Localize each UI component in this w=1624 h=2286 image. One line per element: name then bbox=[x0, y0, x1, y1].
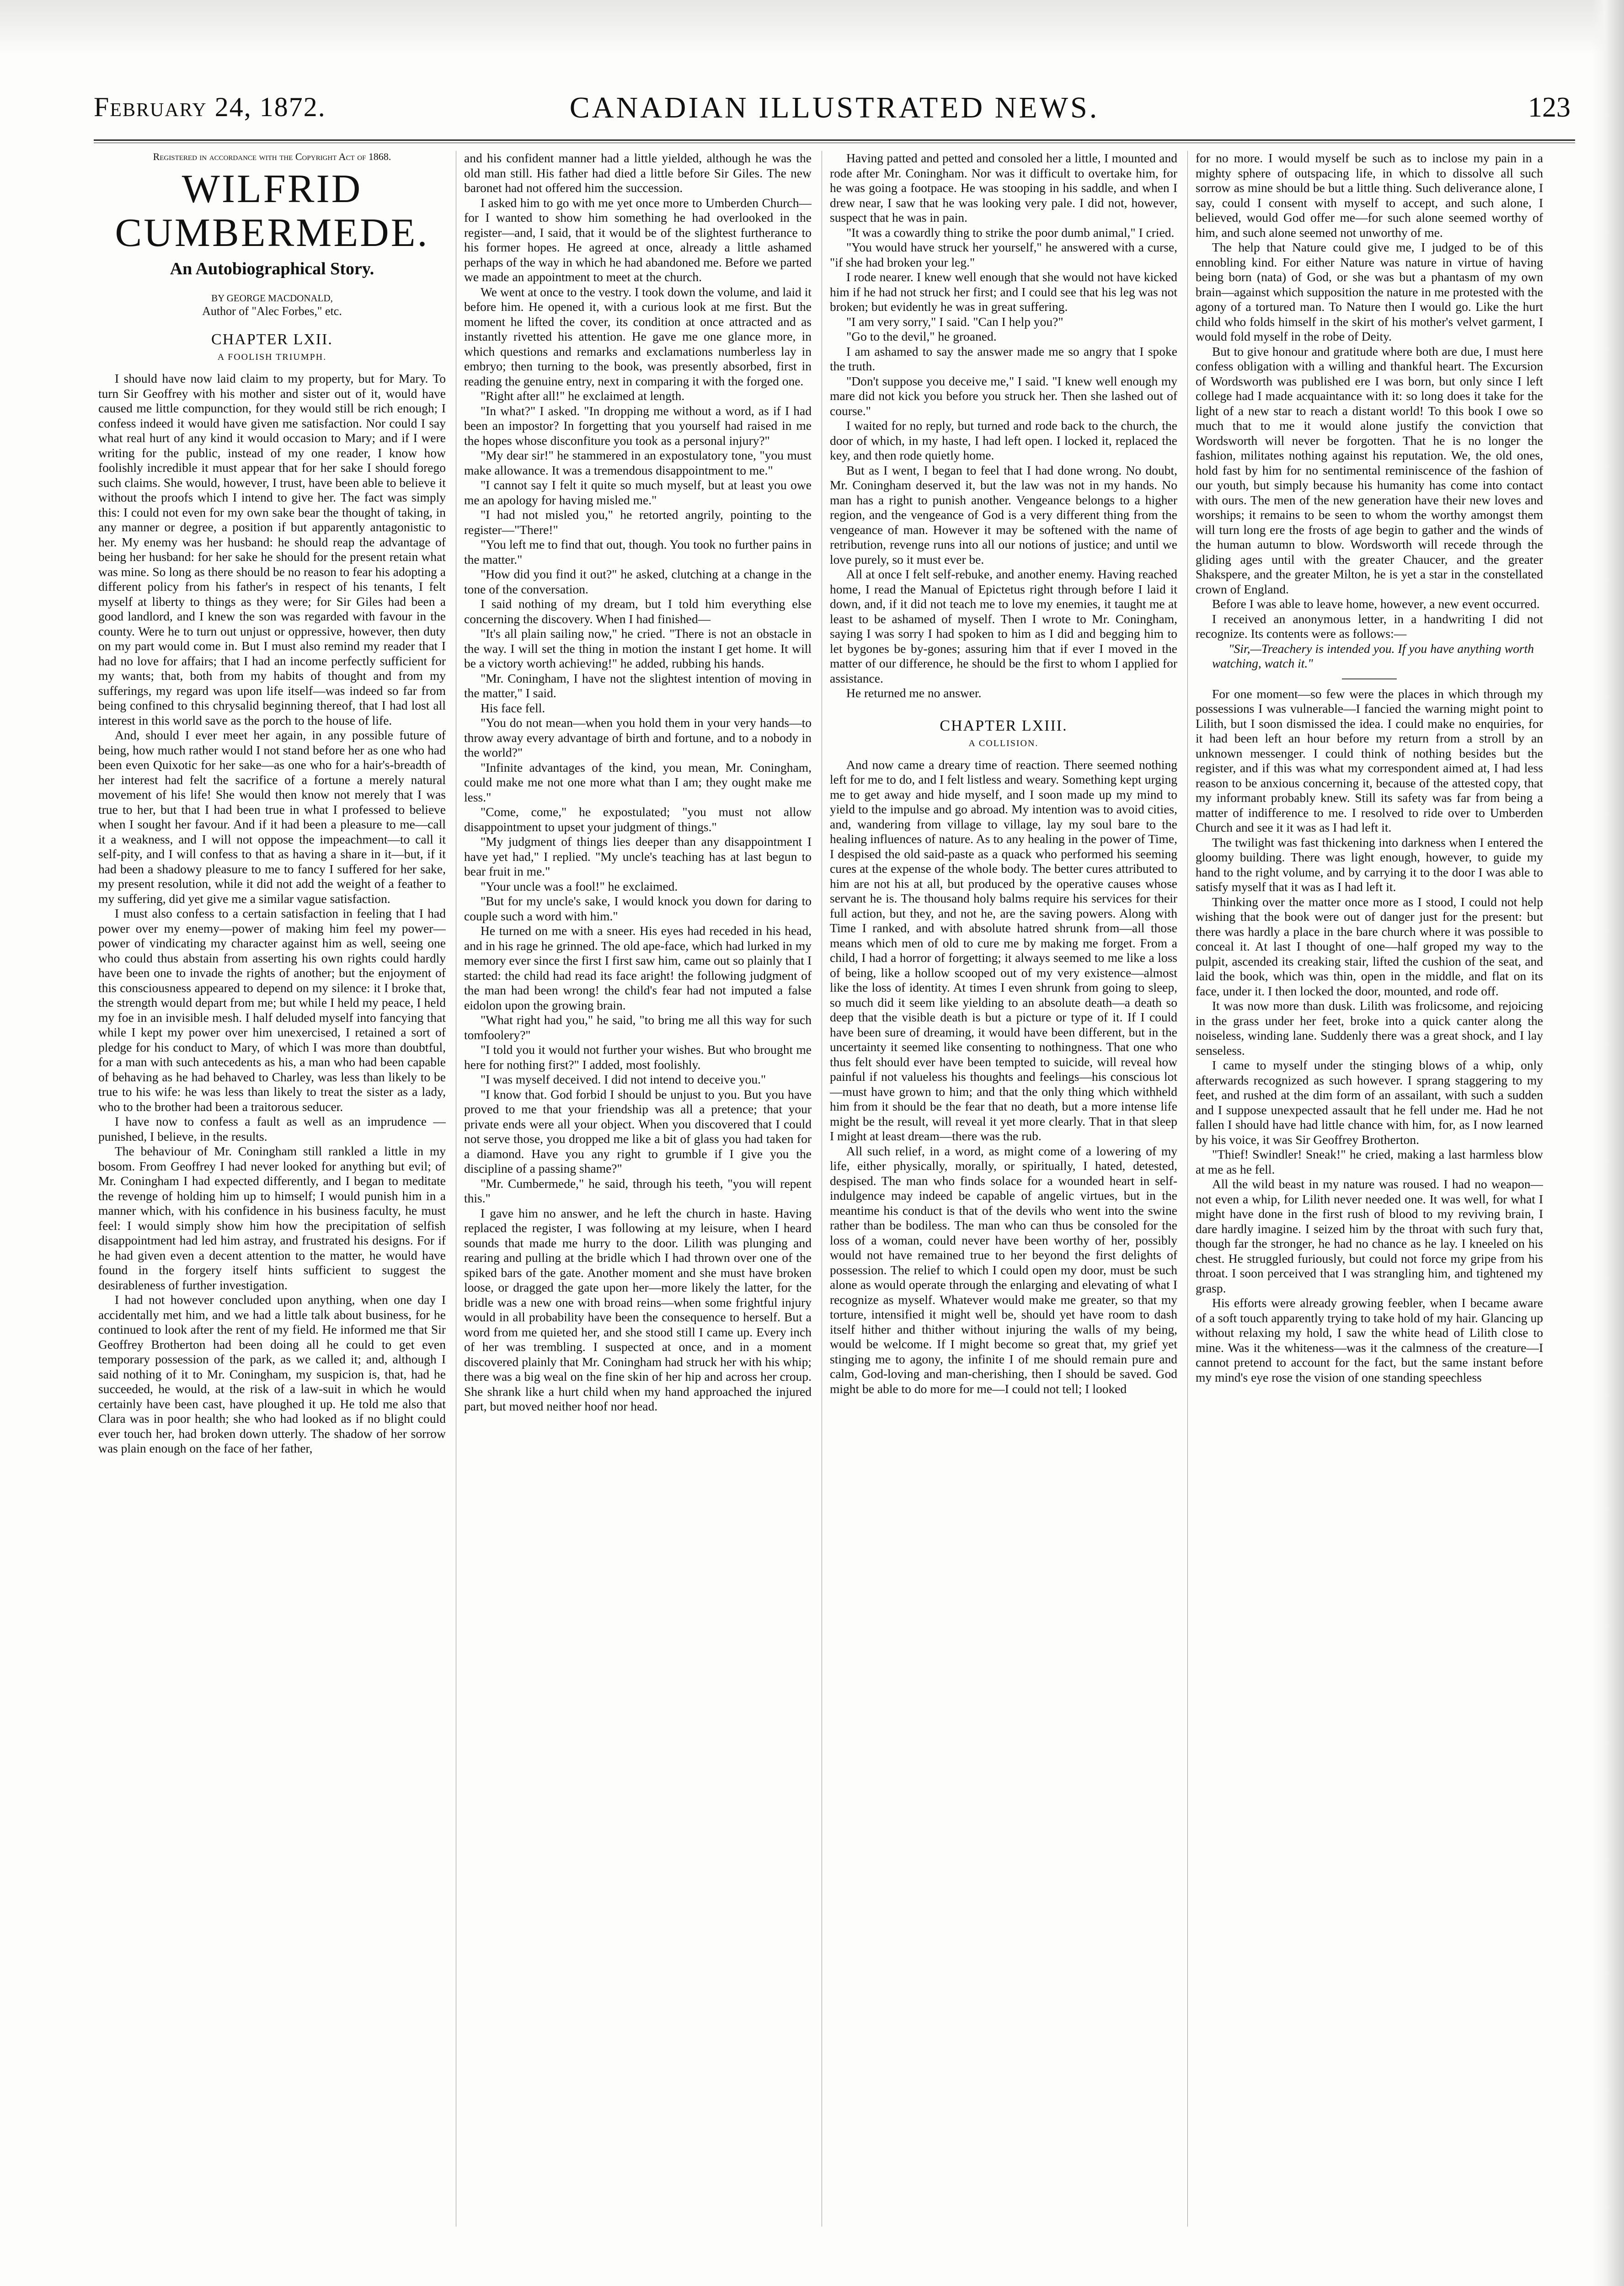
paragraph: I must also confess to a certain satisfaction in feeling that I had power over my enemy—power of making him feel my power—power of vindicating my character against him as well, seeing one who could thus abstain from asserting his own rights could hardly have been one to invade the rights of another; but the enjoyment of this consciousness appeared to depend on my silence: it I broke that, the strength would depart from me; but while I held my peace, I held my foe in an invisible mesh. I half deluded myself into fancying that while I kept my power over him unexercised, I retained a sort of pledge for his conduct to Mary, of which I was more than doubtful, for a man with such antecedents as his, a man who had been capable of behaving as he had behaved to Charley, was less than likely to be true to his wife: he was less than likely to treat the sister as a lady, who to the brother had been a traitorous seducer. bbox=[98, 906, 446, 1114]
paragraph: I should have now laid claim to my property, but for Mary. To turn Sir Geoffrey with his mother and sister out of it, would have caused me little compunction, for they would still be rich enough; I confess indeed it would have given me satisfaction. Nor could I say what real hurt of any kind it would occasion to Mary; and if I were writing for the public, instead of my one reader, I know how foolishly incredible it must appear that for her sake I should forego such claims. She would, however, I trust, have been able to believe it without the proofs which I intend to give her. The fact was simply this: I could not even for my own sake bear the thought of taking, in any manner or degree, a position if but apparently antagonistic to her. My enemy was her husband: he should reap the advantage of being her husband: for her sake he should for the present retain what was mine. So long as there should be no reason to fear his adopting a different policy from his father's in respect of his tenants, I felt myself at liberty to things as they were; for Sir Giles had been a good landlord, and I knew the son was regarded with favour in the county. Were he to turn out unjust or oppressive, however, then duty on my part would come in. But I must also remind my reader that I had no love for affairs; that I had an income perfectly sufficient for my wants; that, both from my habits of thought and from my sufferings, my regard was upon life itself—was indeed so far from being confined to this chrysalid beginning thereof, that I had lost all interest in this world save as the porch to the house of life. bbox=[98, 371, 446, 727]
paragraph: The twilight was fast thickening into darkness when I entered the gloomy building. There was light enough, however, to guide my hand to the right volume, and by carrying it to the door I was able to satisfy myself that it was as I had left it. bbox=[1196, 835, 1543, 894]
masthead-rule bbox=[94, 139, 1575, 141]
text-column-1 bbox=[98, 151, 446, 2236]
masthead bbox=[94, 87, 1575, 137]
paragraph: Before I was able to leave home, however, a new event occurred. bbox=[1212, 597, 1540, 611]
paragraph: "I am very sorry," I said. "Can I help you?" bbox=[846, 314, 1063, 329]
text-column-4 bbox=[1196, 151, 1543, 2236]
page-number: 123 bbox=[1528, 92, 1571, 123]
paragraph: All such relief, in a word, as might come of a lowering of my life, either physically, morally, or spiritually, I hated, detested, despised. The man who finds solace for a wounded heart in self-indulgence may indeed be capable of angelic virtues, but in the meantime his conduct is that of the devils who went into the swine rather than be bodiless. The man who can thus be consoled for the loss of a woman, could never have been worthy of her, possibly would not have remained true to her beyond the first delights of possession. The relief to which I could open my door, must be such alone as would operate through the enlarging and elevating of what I recognize as myself. Whatever would make me greater, so that my torture, intensified it might well be, should yet have room to dash itself hither and thither without injuring the walls of my being, would be welcome. If I might become so great that, my grief yet stinging me to agony, the infinite I of me should remain pure and calm, God-loving and man-cherishing, then I should be saved. God might be able to do more for me—I could not tell; I looked bbox=[830, 1143, 1177, 1396]
paragraph: For one moment—so few were the places in which through my possessions I was vulnerable—I fancied the warning might point to Lilith, but I soon dismissed the idea. I could make no enquiries, for it had been left an hour before my return from a stroll by an unknown messenger. I could think of nothing besides but the register, and if this was what my correspondent aimed at, I had less reason to be anxious concerning it, because of the attested copy, that my informant probably knew. Still its safety was far from being a matter of indifference to me. I resolved to ride over to Umberden Church and see it it was as I had left it. bbox=[1196, 686, 1543, 834]
chapter-block bbox=[830, 716, 1177, 749]
paragraph: He returned me no answer. bbox=[846, 686, 982, 700]
paragraph: His efforts were already growing feebler, when I became aware of a soft touch apparently trying to take hold of my hair. Glancing up without relaxing my hold, I saw the white head of Lilith close to mine. Was it the whiteness—was it the calmness of the creature—I cannot pretend to account for the fact, but the same instant before my mind's eye rose the vision of one standing speechless bbox=[1196, 1296, 1543, 1384]
paragraph: "What right had you," he said, "to bring me all this way for such tomfoolery?" bbox=[464, 1013, 812, 1042]
paragraph: "It was a cowardly thing to strike the poor dumb animal," I cried. bbox=[846, 225, 1175, 240]
text-column-2 bbox=[464, 151, 812, 2236]
paragraph: "I know that. God forbid I should be unjust to you. But you have proved to me that your friendship was all a pretence; that your private ends were all your object. When you discovered that I could not serve those, you dropped me like a bit of glass you had taken for a diamond. Have you any right to grumble if I give you the discipline of a passing shame?" bbox=[464, 1087, 812, 1175]
chapter-heading: CHAPTER LXII. bbox=[211, 331, 333, 348]
paragraph: "I told you it would not further your wishes. But who brought me here for nothing first?" I added, most foolishly. bbox=[464, 1042, 812, 1072]
paragraph: I received an anonymous letter, in a handwriting I did not recognize. Its contents were as follows:— bbox=[1196, 611, 1543, 641]
paragraph: I waited for no reply, but turned and rode back to the church, the door of which, in my haste, I had left open. I locked it, replaced the key, and then rode quietly home. bbox=[830, 418, 1177, 462]
section-rule bbox=[1342, 678, 1397, 679]
paragraph: "How did you find it out?" he asked, clutching at a change in the tone of the conversation. bbox=[464, 567, 812, 596]
paragraph: "You would have struck her yourself," he answered with a curse, "if she had broken your leg." bbox=[830, 240, 1177, 269]
paragraph: All the wild beast in my nature was roused. I had no weapon—not even a whip, for Lilith never needed one. It was well, for what I might have done in the first rush of blood to my reviving brain, I dare hardly imagine. I seized him by the throat with such fury that, though far the stronger, he had no chance as he lay. I kneeled on his chest. He struggled furiously, but could not force my gripe from his throat. I soon perceived that I was strangling him, and tightened my grasp. bbox=[1196, 1177, 1543, 1295]
paragraph: "Right after all!" he exclaimed at length. bbox=[481, 389, 685, 403]
paragraph: Thinking over the matter once more as I stood, I could not help wishing that the book were out of danger just for the present: but there was hardly a place in the bare church where it was possible to conceal it. At last I thought of one—half groped my way to the pulpit, ascended its creaking stair, lifted the cushion of the seat, and laid the book, which was thin, open in the middle, and flat on its face, under it. I then locked the door, mounted, and rode off. bbox=[1196, 894, 1543, 998]
paragraph: I gave him no answer, and he left the church in haste. Having replaced the register, I was following at my leisure, when I heard sounds that made me hurry to the door. Lilith was plunging and rearing and pulling at the bridle which I had thrown over one of the spiked bars of the gate. Another moment and she must have broken loose, or dragged the gate upon her—more likely the latter, for the bridle was a new one with broad reins—when some frightful injury would in all probability have been the consequence to herself. But a word from me quieted her, and she stood still I came up. Every inch of her was trembling. I suspected at once, and in a moment discovered plainly that Mr. Coningham had struck her with his whip; there was a big weal on the fine skin of her hip and across her croup. She shrank like a hurt child when my hand approached the injured part, but moved neither hoof nor head. bbox=[464, 1206, 812, 1413]
paragraph: We went at once to the vestry. I took down the volume, and laid it before him. He opened it, with a curious look at me first. But the moment he lifted the cover, its condition at once attracted and as instantly rivetted his attention. He gave me one glance more, in which questions and remarks and exclamations numberless lay in embryo; then turning to the book, was presently absorbed, first in reading the genuine entry, next in comparing it with the forged one. bbox=[464, 284, 812, 388]
paragraph: The behaviour of Mr. Coningham still rankled a little in my bosom. From Geoffrey I had never looked for anything but evil; of Mr. Coningham I had expected differently, and I began to meditate the revenge of holding him up to himself; I would punish him in a manner which, with his confidence in his business faculty, he must feel: I would simply show him how the precipitation of selfish disappointment had led him astray, and frustrated his designs. For if he had given even a decent attention to the matter, he would have found in the forgery itself hints sufficient to suggest the desirableness of further investigation. bbox=[98, 1144, 446, 1292]
paragraph: "Don't suppose you deceive me," I said. "I knew well enough my mare did not kick you before you struck her. Then she lashed out of course." bbox=[830, 374, 1177, 418]
paragraph: "I cannot say I felt it quite so much myself, but at least you owe me an apology for having misled me." bbox=[464, 478, 812, 507]
paragraph: "Go to the devil," he groaned. bbox=[846, 329, 997, 343]
paragraph: The help that Nature could give me, I judged to be of this ennobling kind. For either Nature was nature in virtue of having being born (nata) of God, or she was but a phantasm of my own brain—against which supposition the nature in me protested with the agony of a tortured man. To Nature then I would go. Like the hurt child who folds himself in the skirt of his mother's velvet garment, I would fold myself in the robe of Deity. bbox=[1196, 240, 1543, 343]
paragraph: I came to myself under the stinging blows of a whip, only afterwards recognized as such however. I sprang staggering to my feet, and rushed at the dim form of an assailant, with such a sudden and I suppose unexpected assault that he fell under me. Had he not fallen I should have had little chance with him, for, as I now learned by his voice, it was Sir Geoffrey Brotherton. bbox=[1196, 1058, 1543, 1147]
paragraph: "But for my uncle's sake, I would knock you down for daring to couple such a word with him." bbox=[464, 894, 812, 923]
paragraph: All at once I felt self-rebuke, and another enemy. Having reached home, I read the Manual of Epictetus right through before I laid it down, and, if it did not teach me to love my enemies, it taught me at least to be ashamed of myself. Then I wrote to Mr. Coningham, saying I was sorry I had spoken to him as I did and begging him to let bygones be by-gones; assuring him that if ever I moved in the matter of our difference, he should be the first to whom I applied for assistance. bbox=[830, 567, 1177, 685]
byline-author-of: Author of "Alec Forbes," etc. bbox=[202, 304, 342, 318]
paragraph: "My dear sir!" he stammered in an expostulatory tone, "you must make allowance. It was a tremendous disappointment to me." bbox=[464, 448, 812, 477]
paragraph: "Thief! Swindler! Sneak!" he cried, making a last harmless blow at me as he fell. bbox=[1196, 1147, 1543, 1176]
paragraph: I have now to confess a fault as well as an imprudence — punished, I believe, in the results. bbox=[98, 1114, 446, 1143]
byline: BY GEORGE MACDONALD, bbox=[211, 293, 333, 304]
paragraph: But to give honour and gratitude where both are due, I must here confess obligation with a willing and thankful heart. The Excursion of Wordsworth was published ere I was born, but only since I left college had I made acquaintance with it: so long does it take for the light of a new star to reach a distant world! To this book I owe so much that to me it would alone justify the conviction that Wordsworth will never be forgotten. That he is no longer the fashion, militates nothing against his reputation. We, the old ones, hold fast by him for no sentimental reminiscence of the fashion of our youth, but simply because his humanity has come into contact with ours. The men of the new generation have their new loves and worships; it remains to be seen to whom the worthy amongst them will turn long ere the frosts of age begin to gather and the winds of the human autumn to blow. Wordsworth will recede through the gliding ages until with the greater Chaucer, and the greater Shakspere, and the greater Milton, he is yet a star in the constellated crown of England. bbox=[1196, 344, 1543, 596]
paragraph: Having patted and petted and consoled her a little, I mounted and rode after Mr. Coningham. Nor was it difficult to overtake him, for he was going a footpace. He was stooping in his saddle, and when I drew near, I saw that he was looking very pale. I did not, however, suspect that he was in pain. bbox=[830, 151, 1177, 224]
paragraph: And, should I ever meet her again, in any possible future of being, how much rather would I not stand before her as one who had been even Quixotic for her sake—as one who for a hair's-breadth of her interest had felt the sacrifice of a fortune a merely natural movement of his life! She would then know not merely that I was true to her, but that I had been true in what I professed to believe when I sought her favour. And if it had been a pleasure to me—call it a weakness, and I will not oppose the impeachment—to call it self-pity, and I will confess to that as having a share in it—but, if it had been a shadowy pleasure to me to fancy I suffered for her sake, my present resolution, while it did not add the weight of a feather to my suffering, did yet give me a similar vague satisfaction. bbox=[98, 728, 446, 906]
paragraph: "Mr. Cumbermede," he said, through his teeth, "you will repent this." bbox=[464, 1176, 812, 1205]
paragraph: "In what?" I asked. "In dropping me without a word, as if I had been an impostor? In forgetting that you yourself had raised in me the hopes whose disconfiture you took as a personal injury?" bbox=[464, 403, 812, 448]
paragraph: "I was myself deceived. I did not intend to deceive you." bbox=[481, 1072, 766, 1086]
paragraph: "You do not mean—when you hold them in your very hands—to throw away every advantage of birth and fortune, and to a nobody in the world?" bbox=[464, 716, 812, 759]
scan-shadow-top bbox=[0, 0, 1624, 55]
paragraph: And now came a dreary time of reaction. There seemed nothing left for me to do, and I felt listless and weary. Something kept urging me to get away and hide myself, and I soon made up my mind to yield to the impulse and go abroad. My intention was to avoid cities, and, wandering from village to village, lay my soul bare to the healing influences of nature. As to any healing in the power of Time, I despised the old said-paste as a quack who performed his seeming cures at the expense of the whole body. The better cures attributed to him are not his at all, but produced by the operative causes whose servant he is. The thousand holy balms require his services for their full action, but they, and not he, are the saving powers. Along with Time I ranked, and with absolute hatred shrunk from—all those means which men of old to cure me by making me forget. From a child, I had a horror of forgetting; it always seemed to me like a loss of being, like a hollow scooped out of my very existence—almost like the loss of identity. At times I even shrunk from going to sleep, so much did it seem like yielding to an absolute death—a death so deep that the visible death is but a picture or type of it. If I could have been sure of dreaming, it would have been different, but in the uncertainty it seemed like consenting to nothingness. That one who thus felt should ever have been tempted to suicide, will reveal how painful if not valueless his thoughts and feelings—his conscious lot—must have grown to him; and that the only thing which withheld him from it should be the fear that no death, but a more intense life might be the result, will reveal it yet more clearly. That in that sleep I might at least dream—there was the rub. bbox=[830, 757, 1177, 1143]
newspaper-title: CANADIAN ILLUSTRATED NEWS. bbox=[569, 91, 1100, 124]
paragraph: "I had not misled you," he retorted angrily, pointing to the register—"There!" bbox=[464, 507, 812, 537]
paragraph: I rode nearer. I knew well enough that she would not have kicked him if he had not struck her first; and I could see that his leg was not broken; but evidently he was in great suffering. bbox=[830, 270, 1177, 314]
paragraph: I asked him to go with me yet once more to Umberden Church—for I wanted to show him something he had overlooked in the register—and, I said, that it would be of the slightest furtherance to his former hopes. He agreed at once, already a little ashamed perhaps of the way in which he had abandoned me. Before we parted we made an appointment to meet at the church. bbox=[464, 195, 812, 284]
paragraph: I had not however concluded upon anything, when one day I accidentally met him, and we had a little talk about business, for he continued to look after the rent of my field. He informed me that Sir Geoffrey Brotherton had been doing all he could to get even temporary possession of the park, as we called it; and, although I said nothing of it to Mr. Coningham, my suspicion is, that, had he succeeded, he would, at the risk of a law-suit in which he would certainly have been cast, have ploughed it up. He told me also that Clara was in poor health; she who had looked as if no blight could ever touch her, had broken down utterly. The shadow of her sorrow was plain enough on the face of her father, bbox=[98, 1293, 446, 1455]
paragraph: I said nothing of my dream, but I told him everything else concerning the discovery. When I had finished— bbox=[464, 597, 812, 626]
issue-date: February 24, 1872. bbox=[94, 92, 326, 122]
paragraph: "Mr. Coningham, I have not the slightest intention of moving in the matter," I said. bbox=[464, 671, 812, 700]
paragraph: I am ashamed to say the answer made me so angry that I spoke the truth. bbox=[830, 344, 1177, 373]
column-divider bbox=[1187, 151, 1188, 2227]
paragraph: "Your uncle was a fool!" he exclaimed. bbox=[481, 879, 678, 893]
paragraph: But as I went, I began to feel that I had done wrong. No doubt, Mr. Coningham deserved it, but the law was not in my hands. No man has a right to punish another. Vengeance belongs to a higher region, and the vengeance of God is a very different thing from the vengeance of man. However it may be softened with the name of retribution, revenge runs into all our notions of justice; and until we love purely, so it must ever be. bbox=[830, 463, 1177, 566]
chapter-subtitle: A FOOLISH TRIUMPH. bbox=[217, 352, 327, 362]
anonymous-letter: "Sir,—Treachery is intended you. If you have anything worth watching, watch it." bbox=[1212, 641, 1534, 670]
paragraph: He turned on me with a sneer. His eyes had receded in his head, and in his rage he grinned. The old ape-face, which had lurked in my memory ever since the first I first saw him, came out so plainly that I started: the child had read its face aright! the following judgment of the man had been wrong! the child's fear had not imputed a false eidolon upon the growing brain. bbox=[464, 924, 812, 1012]
paragraph: for no more. I would myself be such as to inclose my pain in a mighty sphere of outspacing life, in which to dissolve all such sorrow as mine should be but a little thing. Such deliverance alone, I say, could I consent with myself to accept, and such alone, I believed, would God offer me—for such alone seemed worthy of him, and such alone seemed not unworthy of me. bbox=[1196, 151, 1543, 240]
text-column-3 bbox=[830, 151, 1177, 2236]
chapter-heading: CHAPTER LXIII. bbox=[940, 717, 1068, 734]
chapter-subtitle: A COLLISION. bbox=[968, 738, 1039, 748]
paragraph: It was now more than dusk. Lilith was frolicsome, and rejoicing in the grass under her feet, broke into a quick canter along the noiseless, winding lane. Suddenly there was a great shock, and I lay senseless. bbox=[1196, 999, 1543, 1058]
scan-shadow-right bbox=[1592, 0, 1624, 2286]
story-subtitle: An Autobiographical Story. bbox=[170, 259, 374, 278]
paragraph: His face fell. bbox=[481, 700, 545, 715]
paragraph: "My judgment of things lies deeper than any disappointment I have yet had," I replied. "My uncle's teaching has at last begun to bear fruit in me." bbox=[464, 834, 812, 878]
paragraph: "It's all plain sailing now," he cried. "There is not an obstacle in the way. I will set the thing in motion the instant I get home. It will be a victory worth achieving!" he added, rubbing his hands. bbox=[464, 626, 812, 670]
paragraph: "You left me to find that out, though. You took no further pains in the matter." bbox=[464, 537, 812, 566]
paragraph: "Come, come," he expostulated; "you must not allow disappointment to upset your judgment of things." bbox=[464, 805, 812, 834]
paragraph: "Infinite advantages of the kind, you mean, Mr. Coningham, could make me not one more what than I am; they ought make me less." bbox=[464, 760, 812, 804]
paragraph: and his confident manner had a little yielded, although he was the old man still. His father had died a little before Sir Giles. The new baronet had not offered him the succession. bbox=[464, 151, 812, 195]
copyright-notice: Registered in accordance with the Copyright Act of 1868. bbox=[153, 151, 391, 162]
story-title: WILFRID CUMBERMEDE. bbox=[115, 167, 429, 255]
